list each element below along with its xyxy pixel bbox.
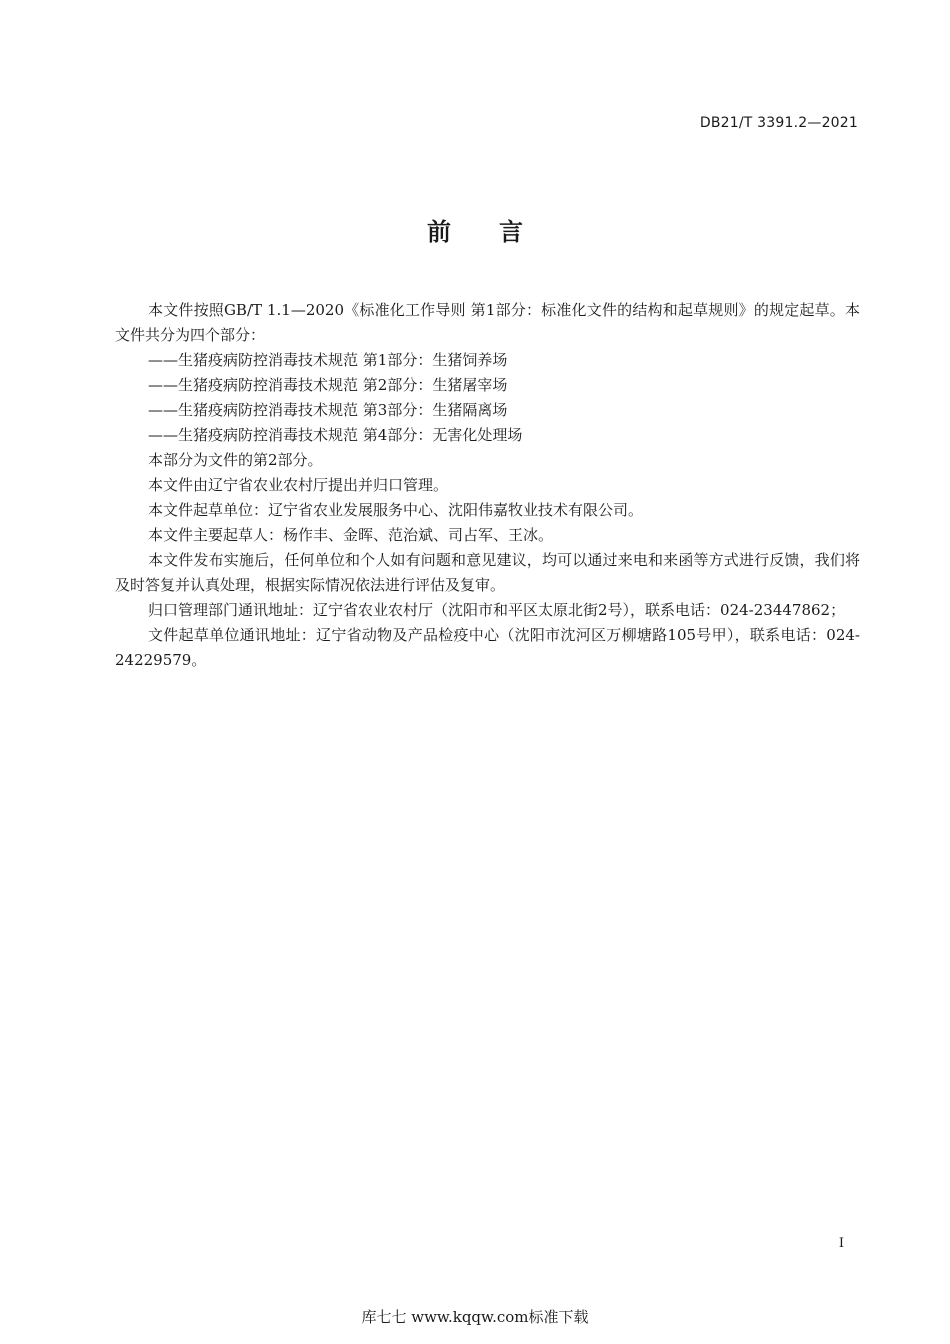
paragraph-proposer: 本文件由辽宁省农业农村厅提出并归口管理。 (148, 476, 449, 494)
paragraph-drafter-address: 文件起草单位通讯地址：辽宁省动物及产品检疫中心（沈阳市沈河区万柳塘路105号甲），联系电话：024-24229579。 (115, 626, 860, 669)
foreword-body (115, 298, 860, 673)
paragraph-drafting-units: 本文件起草单位：辽宁省农业发展服务中心、沈阳伟嘉牧业技术有限公司。 (148, 501, 644, 519)
paragraph-feedback: 本文件发布实施后，任何单位和个人如有问题和意见建议，均可以通过来电和来函等方式进行反馈，我们将及时答复并认真处理，根据实际情况依法进行评估及复审。 (115, 551, 860, 594)
paragraph-drafters: 本文件主要起草人：杨作丰、金晖、范治斌、司占军、王冰。 (148, 526, 554, 544)
paragraph-drafting-basis: 本文件按照GB/T 1.1—2020《标准化工作导则 第1部分：标准化文件的结构和起草规则》的规定起草。本文件共分为四个部分： (115, 301, 860, 344)
list-item-part-1: ——生猪疫病防控消毒技术规范 第1部分：生猪饲养场 (148, 351, 508, 369)
paragraph-admin-address: 归口管理部门通讯地址：辽宁省农业农村厅（沈阳市和平区太原北街2号），联系电话：024-23447862； (148, 601, 846, 619)
page-title: 前言 (427, 218, 571, 246)
list-item-part-4: ——生猪疫病防控消毒技术规范 第4部分：无害化处理场 (148, 426, 523, 444)
list-item-part-2: ——生猪疫病防控消毒技术规范 第2部分：生猪屠宰场 (148, 376, 508, 394)
standard-code: DB21/T 3391.2—2021 (699, 115, 858, 131)
page-number: I (838, 1236, 844, 1251)
footer-watermark: 库七七 www.kqqw.com标准下载 (361, 1308, 589, 1326)
list-item-part-3: ——生猪疫病防控消毒技术规范 第3部分：生猪隔离场 (148, 401, 508, 419)
paragraph-part-statement: 本部分为文件的第2部分。 (148, 451, 323, 469)
